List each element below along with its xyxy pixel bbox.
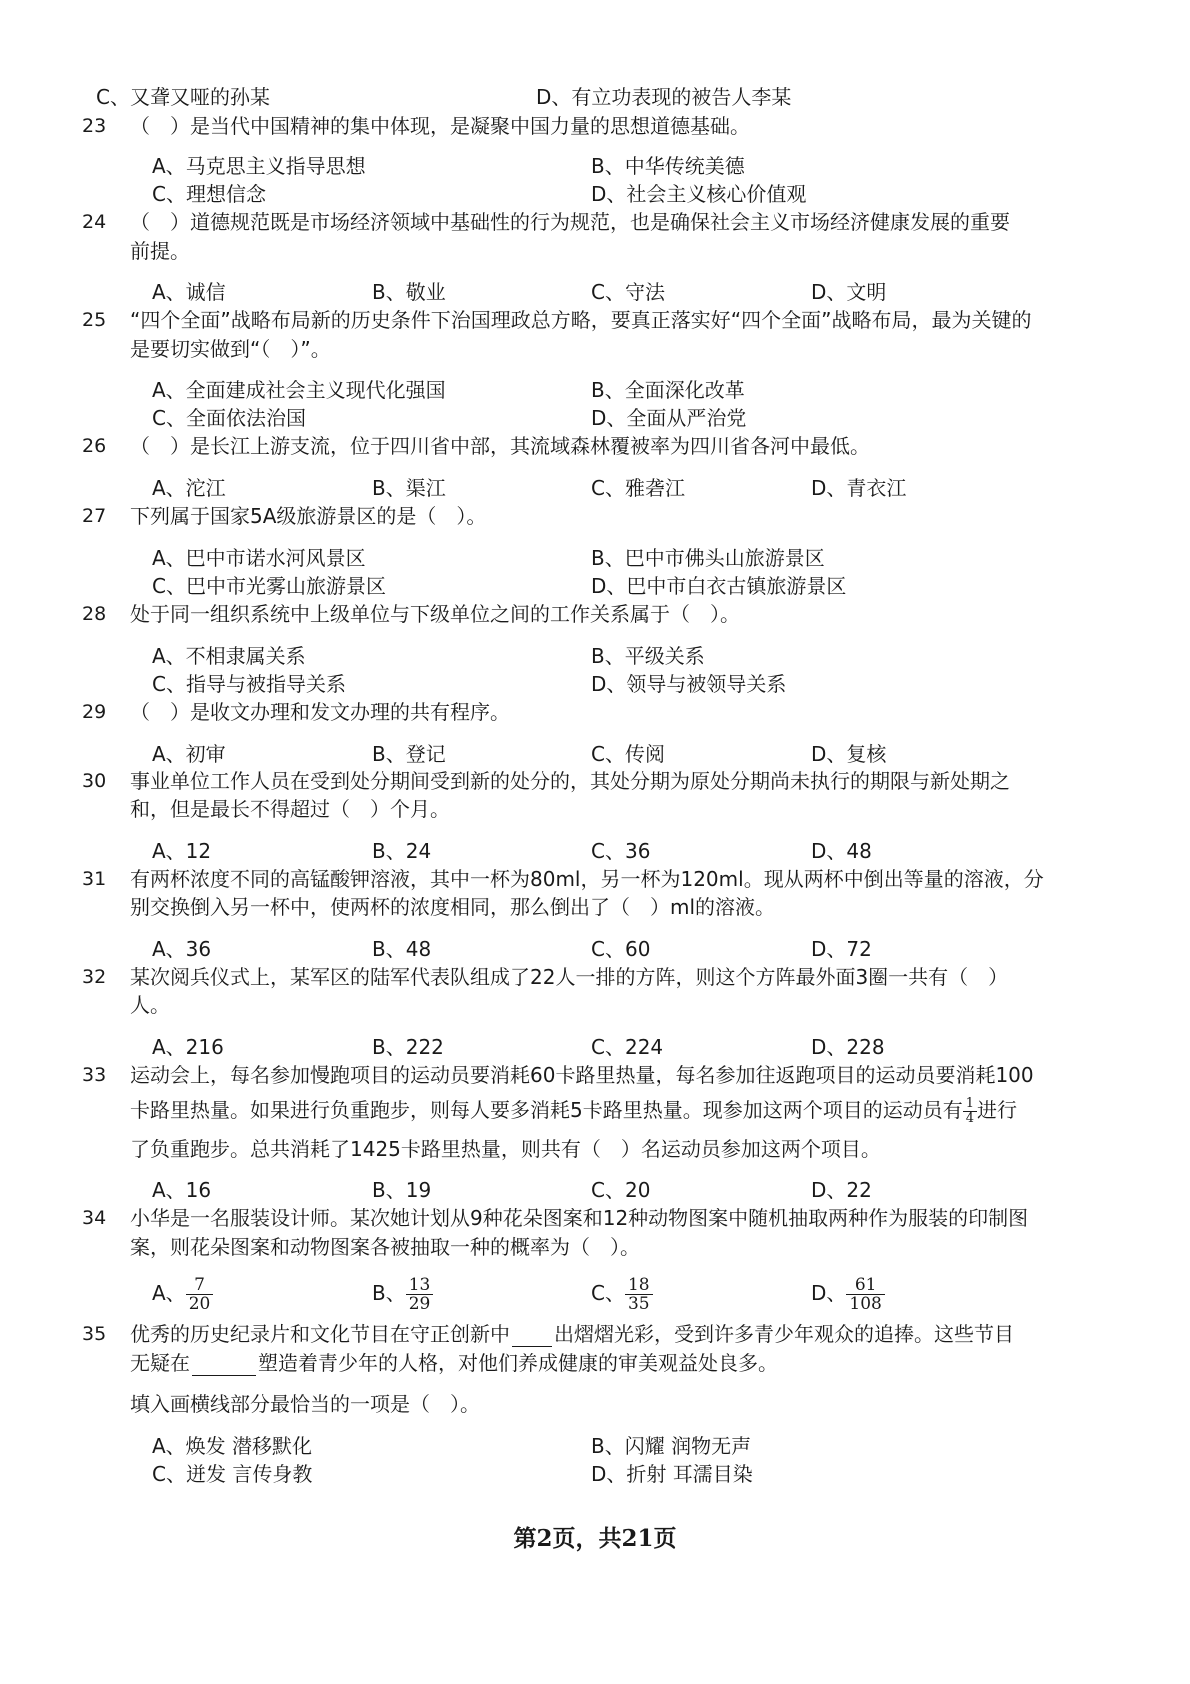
question-stem-cont: 案，则花朵图案和动物图案各被抽取一种的概率为（ ）。: [130, 1235, 640, 1259]
question-stem-cont: 别交换倒入另一杯中，使两杯的浓度相同，那么倒出了（ ）ml的溶液。: [130, 895, 776, 919]
option-d: D、社会主义核心价值观: [591, 182, 807, 206]
question-stem-cont: 是要切实做到“（ ）”。: [130, 337, 331, 361]
question-stem-cont: 人。: [130, 993, 170, 1017]
question-instruction: 填入画横线部分最恰当的一项是（ ）。: [130, 1392, 480, 1416]
option-d: [811, 1272, 885, 1314]
question-number: 32: [82, 966, 107, 988]
fraction-numerator: 13: [408, 1275, 431, 1295]
question-stem: 某次阅兵仪式上，某军区的陆军代表队组成了22人一排的方阵，则这个方阵最外面3圈一共有（ ）: [130, 965, 1009, 989]
option-d: D、文明: [811, 280, 887, 304]
option-b: B、渠江: [372, 476, 446, 500]
question-stem: 运动会上，每名参加慢跑项目的运动员要消耗60卡路里热量，每名参加往返跑项目的运动员要消耗100: [130, 1063, 1034, 1087]
option-b: B、巴中市佛头山旅游景区: [591, 546, 825, 570]
question-stem: 有两杯浓度不同的高锰酸钾溶液，其中一杯为80ml，另一杯为120ml。现从两杯中倒出等量的溶液，分: [130, 867, 1044, 891]
fraction: [846, 1276, 884, 1313]
option-c: C、指导与被指导关系: [152, 672, 346, 696]
option-a: A、不相隶属关系: [152, 644, 306, 668]
question-stem: （ ）道德规范既是市场经济领域中基础性的行为规范，也是确保社会主义市场经济健康发展的重要: [130, 210, 1010, 234]
option-c: C、传阅: [591, 742, 665, 766]
option-a: A、12: [152, 839, 212, 863]
option-c: C、224: [591, 1035, 664, 1059]
option-b: B、48: [372, 937, 432, 961]
option-c: C、守法: [591, 280, 665, 304]
option-c: [591, 1272, 653, 1314]
question-number: 28: [82, 603, 107, 625]
question-stem-cont: [130, 1350, 778, 1376]
fraction-numerator: 7: [194, 1275, 205, 1295]
option-b: [372, 1272, 433, 1314]
question-number: 24: [82, 211, 107, 233]
option-b: B、敬业: [372, 280, 446, 304]
stem-text: 卡路里热量。如果进行负重跑步，则每人要多消耗5卡路里热量。现参加这两个项目的运动员有: [130, 1098, 963, 1122]
question-stem-cont: [130, 1090, 1017, 1130]
fraction: [406, 1276, 434, 1313]
option-d: D、228: [811, 1035, 885, 1059]
question-number: 26: [82, 435, 107, 457]
option-label: A、: [152, 1281, 186, 1305]
option-c: C、巴中市光雾山旅游景区: [152, 574, 386, 598]
question-stem-cont: 和，但是最长不得超过（ ）个月。: [130, 797, 450, 821]
question-number: 29: [82, 701, 107, 723]
option-a: A、全面建成社会主义现代化强国: [152, 378, 446, 402]
option-d: D、折射 耳濡目染: [591, 1462, 753, 1486]
question-stem: [130, 1321, 1014, 1347]
question-number: 30: [82, 770, 107, 792]
option-b: B、24: [372, 839, 432, 863]
fraction: [963, 1097, 977, 1126]
stem-text: 出熠熠光彩，受到许多青少年观众的追捧。这些节目: [554, 1322, 1014, 1346]
stem-text: 塑造着青少年的人格，对他们养成健康的审美观益处良多。: [258, 1351, 778, 1375]
option-c: C、雅砻江: [591, 476, 685, 500]
option-a: A、巴中市诺水河风景区: [152, 546, 366, 570]
fill-blank: [512, 1326, 552, 1347]
option-b: B、19: [372, 1178, 432, 1202]
fraction-denominator: 108: [846, 1294, 884, 1313]
option-c: C、60: [591, 937, 651, 961]
option-a: A、16: [152, 1178, 212, 1202]
option-c: C、理想信念: [152, 182, 266, 206]
fill-blank: [192, 1355, 256, 1376]
option-a: A、焕发 潜移默化: [152, 1434, 313, 1458]
fraction: [625, 1276, 653, 1313]
fraction-numerator: 18: [627, 1275, 650, 1295]
option-d: D、复核: [811, 742, 887, 766]
option-a: [152, 1272, 213, 1314]
option-b: B、登记: [372, 742, 446, 766]
option-a: A、诚信: [152, 280, 226, 304]
fraction-denominator: 20: [186, 1294, 214, 1313]
option-d: D、青衣江: [811, 476, 907, 500]
option-a: A、216: [152, 1035, 224, 1059]
option-b: B、平级关系: [591, 644, 705, 668]
question-stem-cont: 了负重跑步。总共消耗了1425卡路里热量，则共有（ ）名运动员参加这两个项目。: [130, 1137, 881, 1161]
option-label: D、: [811, 1281, 847, 1305]
question-number: 27: [82, 505, 107, 527]
question-stem-cont: 前提。: [130, 239, 190, 263]
question-stem: 事业单位工作人员在受到处分期间受到新的处分的，其处分期为原处分期尚未执行的期限与新处期之: [130, 769, 1010, 793]
fraction-numerator: 1: [965, 1096, 975, 1111]
stem-text: 优秀的历史纪录片和文化节目在守正创新中: [130, 1322, 510, 1346]
stem-text: 进行: [977, 1098, 1018, 1122]
option-d: D、72: [811, 937, 872, 961]
page-footer: 第2页，共21页: [513, 1525, 677, 1552]
fraction-denominator: 29: [406, 1294, 434, 1313]
question-stem: 小华是一名服装设计师。某次她计划从9种花朵图案和12种动物图案中随机抽取两种作为服装的印制图: [130, 1206, 1029, 1230]
option-c: C、又聋又哑的孙某: [96, 85, 270, 109]
option-d: D、22: [811, 1178, 872, 1202]
question-stem: （ ）是收文办理和发文办理的共有程序。: [130, 700, 510, 724]
question-number: 23: [82, 115, 107, 137]
fraction-denominator: 35: [625, 1294, 653, 1313]
question-stem: 下列属于国家5A级旅游景区的是（ ）。: [130, 504, 487, 528]
question-number: 25: [82, 309, 107, 331]
option-d: D、巴中市白衣古镇旅游景区: [591, 574, 847, 598]
option-a: A、36: [152, 937, 212, 961]
question-stem: （ ）是长江上游支流，位于四川省中部，其流域森林覆被率为四川省各河中最低。: [130, 434, 870, 458]
option-d: D、48: [811, 839, 872, 863]
option-c: C、20: [591, 1178, 651, 1202]
option-d: D、有立功表现的被告人李某: [536, 85, 792, 109]
option-b: B、闪耀 润物无声: [591, 1434, 752, 1458]
question-number: 31: [82, 868, 107, 890]
question-number: 35: [82, 1323, 107, 1345]
option-c: C、迸发 言传身教: [152, 1462, 313, 1486]
fraction-numerator: 61: [854, 1275, 877, 1295]
option-b: B、中华传统美德: [591, 154, 745, 178]
option-c: C、全面依法治国: [152, 406, 306, 430]
question-number: 34: [82, 1207, 107, 1229]
option-b: B、222: [372, 1035, 444, 1059]
question-stem: “四个全面”战略布局新的历史条件下治国理政总方略，要真正落实好“四个全面”战略布局，最为关键的: [130, 308, 1032, 332]
option-a: A、初审: [152, 742, 226, 766]
option-label: C、: [591, 1281, 625, 1305]
fraction-denominator: 4: [963, 1111, 977, 1126]
fraction: [186, 1276, 214, 1313]
option-a: A、马克思主义指导思想: [152, 154, 366, 178]
option-d: D、领导与被领导关系: [591, 672, 787, 696]
option-d: D、全面从严治党: [591, 406, 747, 430]
option-a: A、沱江: [152, 476, 226, 500]
question-stem: 处于同一组织系统中上级单位与下级单位之间的工作关系属于（ ）。: [130, 602, 740, 626]
option-b: B、全面深化改革: [591, 378, 745, 402]
option-c: C、36: [591, 839, 651, 863]
option-label: B、: [372, 1281, 406, 1305]
stem-text: 无疑在: [130, 1351, 190, 1375]
question-number: 33: [82, 1064, 107, 1086]
question-stem: （ ）是当代中国精神的集中体现，是凝聚中国力量的思想道德基础。: [130, 114, 750, 138]
